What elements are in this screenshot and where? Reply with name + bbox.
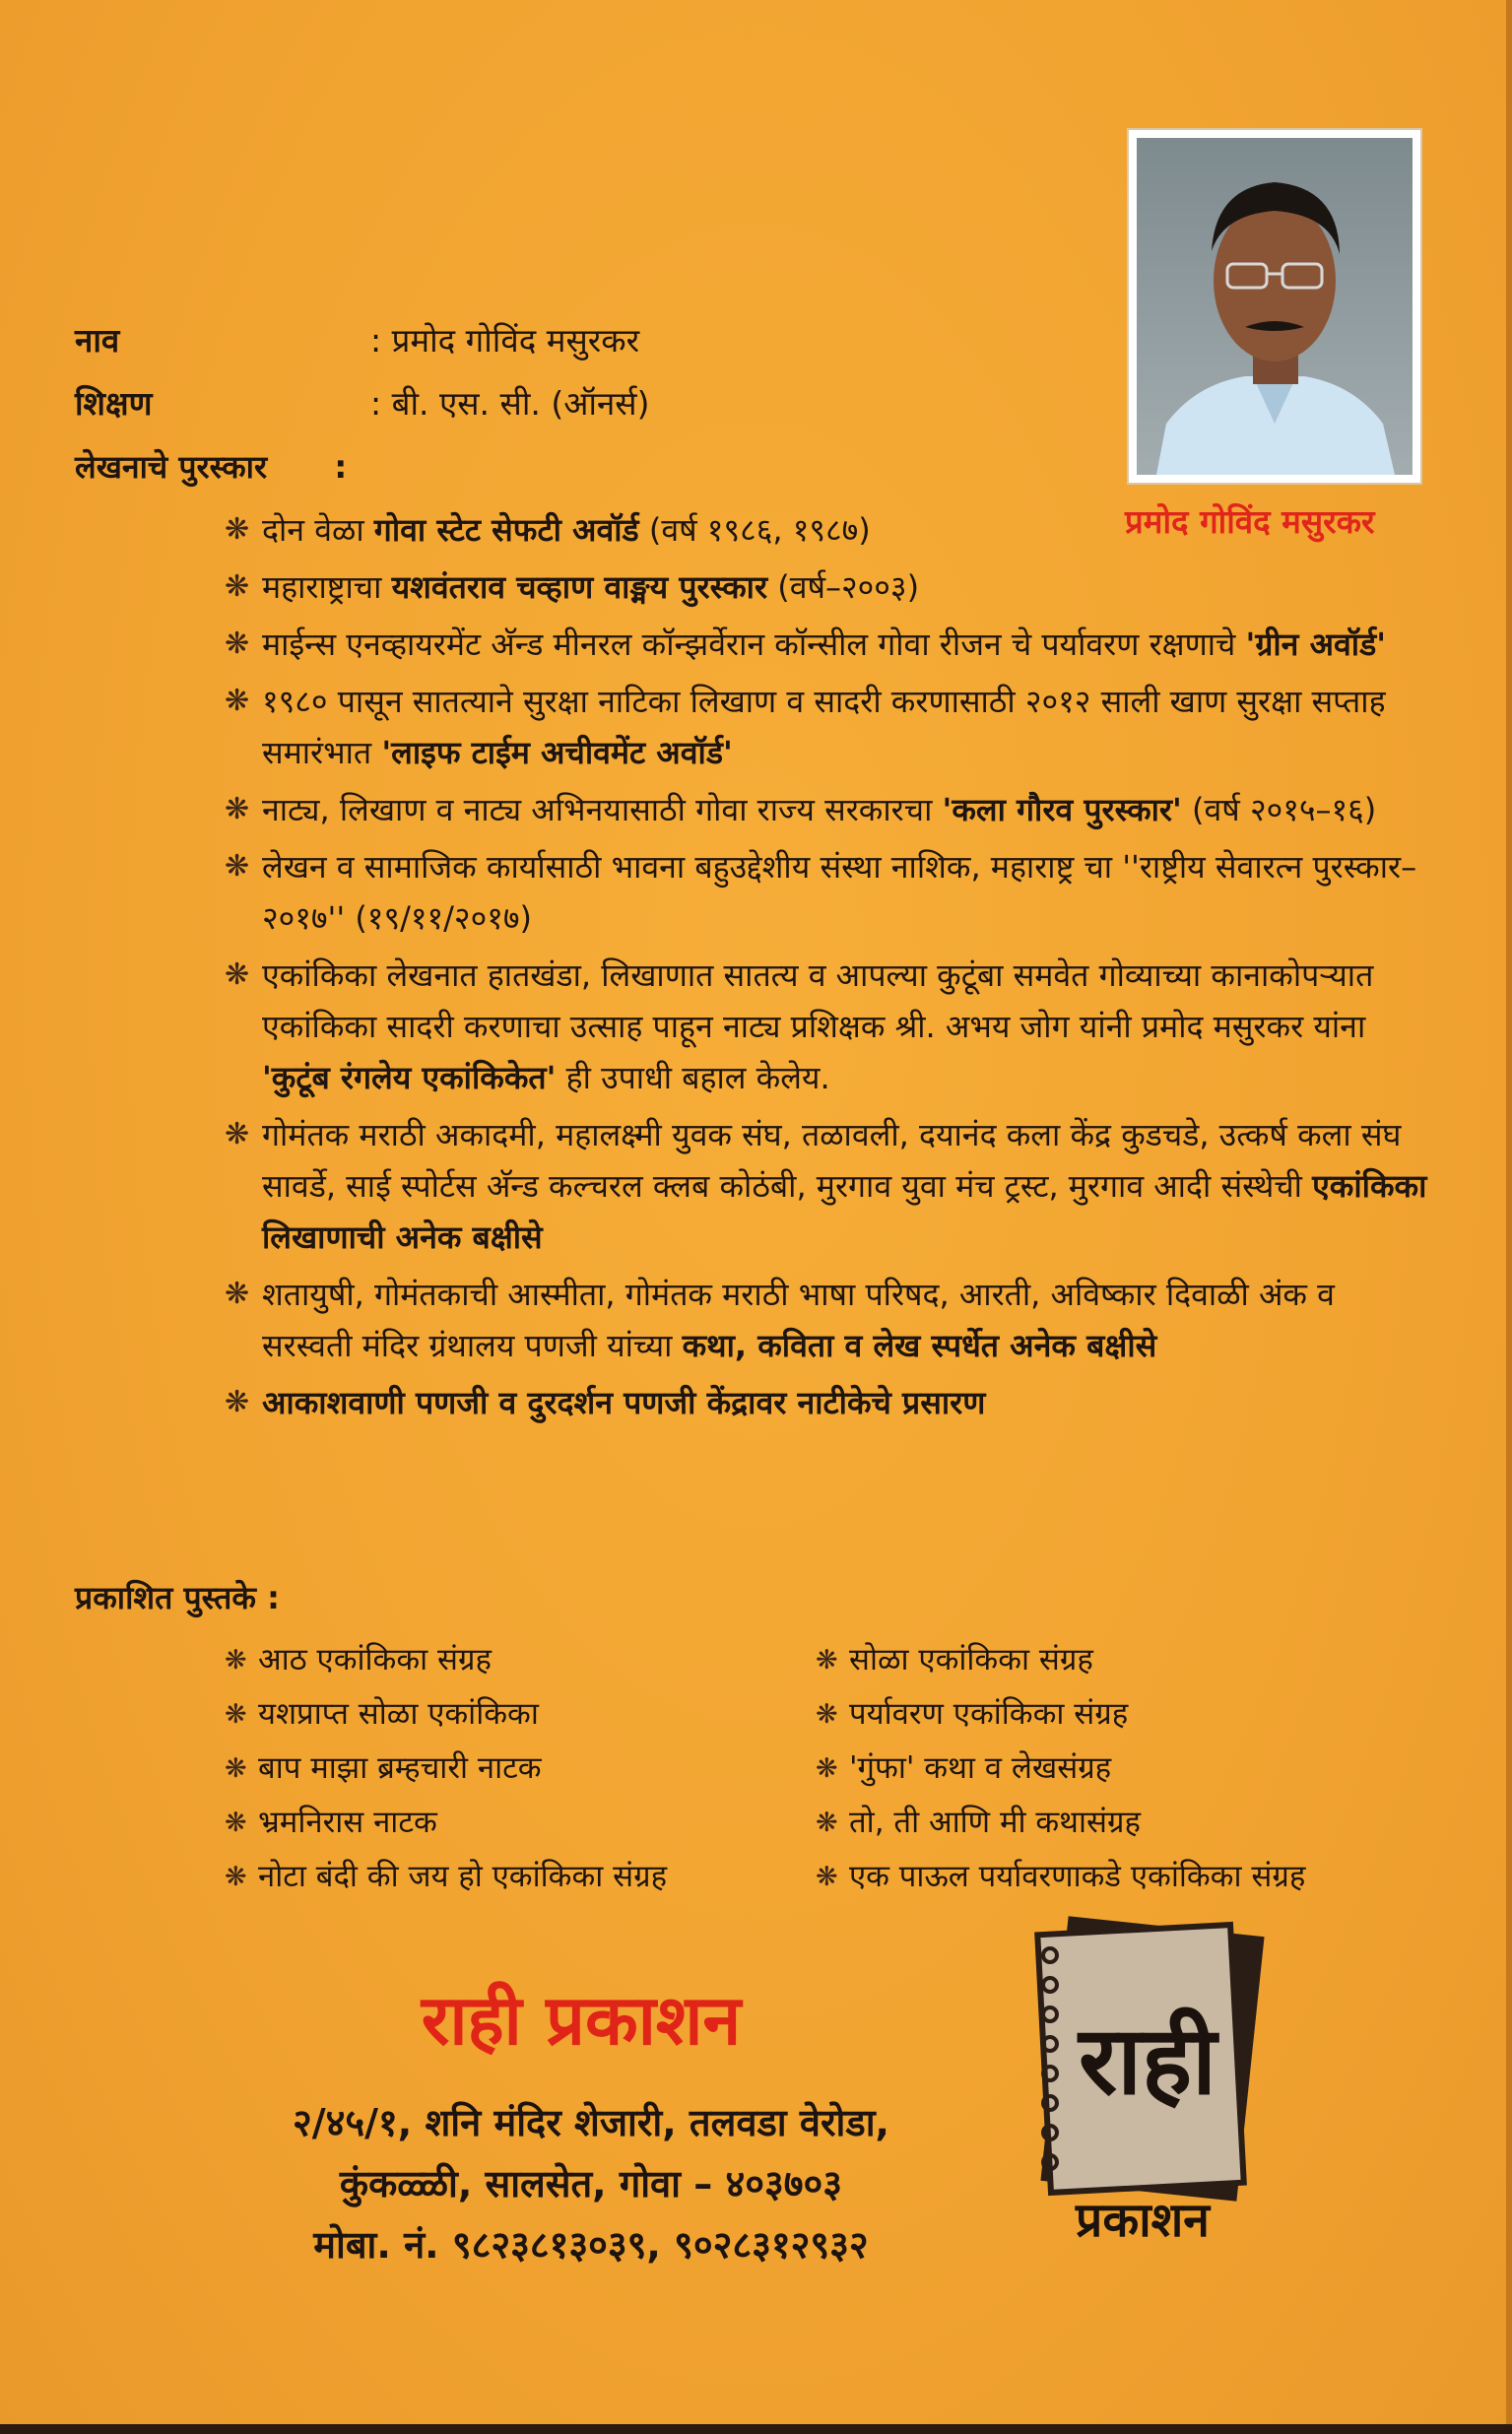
bullet-icon: ❋ — [816, 1645, 838, 1676]
bullet-icon: ❋ — [225, 957, 250, 992]
bullet-icon: ❋ — [225, 1808, 247, 1838]
bullet-icon: ❋ — [225, 1117, 250, 1151]
book-item: ❋ सोळा एकांकिका संग्रह — [816, 1633, 1426, 1687]
publisher-address-line1: २/४५/१, शनि मंदिर शेजारी, तलवडा वेरोडा, — [293, 2101, 889, 2144]
award-item: ❋ माईन्स एनव्हायरमेंट अ‍ॅन्ड मीनरल कॉन्झर्वेरान कॉन्सील गोवा रीजन चे पर्यावरण रक्षणाचे 'ग्रीन अवॉर्ड' — [225, 619, 1432, 670]
publisher-name: राही प्रकाशन — [421, 1980, 742, 2061]
name-value: : प्रमोद गोविंद मसुरकर — [370, 321, 640, 360]
logo-caption: प्रकाशन — [1076, 2193, 1210, 2248]
awards-list — [225, 504, 1432, 1434]
book-item: ❋ आठ एकांकिका संग्रह — [225, 1633, 776, 1687]
awards-heading-text: लेखनाचे पुरस्कार — [75, 448, 268, 486]
book-item: ❋ 'गुंफा' कथा व लेखसंग्रह — [816, 1742, 1426, 1796]
photo-caption: प्रमोद गोविंद मसुरकर — [1125, 502, 1375, 541]
cover-bottom-edge — [0, 2424, 1512, 2434]
education-value: : बी. एस. सी. (ऑनर्स) — [370, 384, 650, 423]
bullet-icon: ❋ — [225, 626, 250, 661]
publisher-logo — [1015, 1916, 1271, 2251]
bullet-icon: ❋ — [225, 792, 250, 826]
bullet-icon: ❋ — [225, 1699, 247, 1730]
bullet-icon: ❋ — [816, 1808, 838, 1838]
author-photo — [1129, 130, 1420, 483]
education-label: शिक्षण — [75, 384, 153, 423]
award-item: ❋ १९८० पासून सातत्याने सुरक्षा नाटिका लिखाण व सादरी करणासाठी २०१२ साली खाण सुरक्षा सप्ताह समारंभात 'लाइफ टाईम अचीवमेंट अवॉर्ड' — [225, 676, 1432, 778]
author-portrait-image — [1137, 138, 1413, 475]
name-label: नाव — [75, 321, 120, 360]
bullet-icon: ❋ — [225, 1862, 247, 1892]
book-item: ❋ पर्यावरण एकांकिका संग्रह — [816, 1687, 1426, 1742]
bullet-icon: ❋ — [225, 1753, 247, 1784]
bullet-icon: ❋ — [225, 1385, 250, 1419]
award-item: ❋ दोन वेळा गोवा स्टेट सेफटी अवॉर्ड (वर्ष १९८६, १९८७) — [225, 504, 1432, 556]
award-item: ❋ गोमंतक मराठी अकादमी, महालक्ष्मी युवक संघ, तळावली, दयानंद कला केंद्र कुडचडे, उत्कर्ष कला संघ सावर्डे, साई स्पोर्टस अ‍ॅन्ड कल्चरल क्लब कोठंबी, मुरगाव युवा मंच ट्रस्ट, मुरगाव आदी संस्थेची एकांकिका लिखाणाची अनेक बक्षीसे — [225, 1109, 1432, 1263]
bullet-icon: ❋ — [816, 1699, 838, 1730]
award-item: ❋ लेखन व सामाजिक कार्यासाठी भावना बहुउद्देशीय संस्था नाशिक, महाराष्ट्र चा ''राष्ट्रीय सेवारत्न पुरस्कार–२०१७'' (१९/११/२०१७) — [225, 841, 1432, 944]
awards-heading — [75, 445, 347, 488]
bullet-icon: ❋ — [816, 1862, 838, 1892]
cover-edge — [1506, 0, 1512, 2434]
name-row — [75, 317, 639, 362]
education-row — [75, 380, 649, 425]
award-item: ❋ महाराष्ट्राचा यशवंतराव चव्हाण वाङ्मय पुरस्कार (वर्ष–२००३) — [225, 561, 1432, 613]
publisher-phone: मोबा. नं. ९८२३८१३०३९, ९०२८३१२९३२ — [313, 2223, 869, 2267]
bullet-icon: ❋ — [225, 512, 250, 547]
book-item: ❋ नोटा बंदी की जय हो एकांकिका संग्रह — [225, 1850, 776, 1904]
bullet-icon: ❋ — [225, 1277, 250, 1311]
bullet-icon: ❋ — [225, 1645, 247, 1676]
book-item: ❋ भ्रमनिरास नाटक — [225, 1796, 776, 1850]
logo-mark: राही — [1079, 2006, 1216, 2116]
publisher-address-line2: कुंकळ्ळी, सालसेत, गोवा – ४०३७०३ — [339, 2162, 843, 2205]
book-item: ❋ यशप्राप्त सोळा एकांकिका — [225, 1687, 776, 1742]
bullet-icon: ❋ — [225, 684, 250, 718]
books-list-left — [225, 1633, 776, 1904]
book-item: ❋ एक पाऊल पर्यावरणाकडे एकांकिका संग्रह — [816, 1850, 1426, 1904]
bullet-icon: ❋ — [225, 569, 250, 604]
award-item: ❋ शतायुषी, गोमंतकाची आस्मीता, गोमंतक मराठी भाषा परिषद, आरती, अविष्कार दिवाळी अंक व सरस्वती मंदिर ग्रंथालय पणजी यांच्या कथा, कविता व लेख स्पर्धेत अनेक बक्षीसे — [225, 1269, 1432, 1371]
book-item: ❋ तो, ती आणि मी कथासंग्रह — [816, 1796, 1426, 1850]
award-item: ❋ एकांकिका लेखनात हातखंडा, लिखाणात सातत्य व आपल्या कुटूंबा समवेत गोव्याच्या कानाकोपऱ्यात एकांकिका सादरी करणाचा उत्साह पाहून नाट्य प्रशिक्षक श्री. अभय जोग यांनी प्रमोद मसुरकर यांना 'कुटूंब रंगलेय एकांकिकेत' ही उपाधी बहाल केलेय. — [225, 950, 1432, 1103]
books-heading: प्रकाशित पुस्तके : — [75, 1579, 280, 1616]
book-item: ❋ बाप माझा ब्रम्हचारी नाटक — [225, 1742, 776, 1796]
books-list-right — [816, 1633, 1426, 1904]
bullet-icon: ❋ — [225, 849, 250, 884]
award-item: ❋ आकाशवाणी पणजी व दुरदर्शन पणजी केंद्रावर नाटीकेचे प्रसारण — [225, 1377, 1432, 1428]
awards-heading-colon: : — [334, 448, 348, 486]
award-item: ❋ नाट्य, लिखाण व नाट्य अभिनयासाठी गोवा राज्य सरकारचा 'कला गौरव पुरस्कार' (वर्ष २०१५–१६) — [225, 784, 1432, 835]
bullet-icon: ❋ — [816, 1753, 838, 1784]
